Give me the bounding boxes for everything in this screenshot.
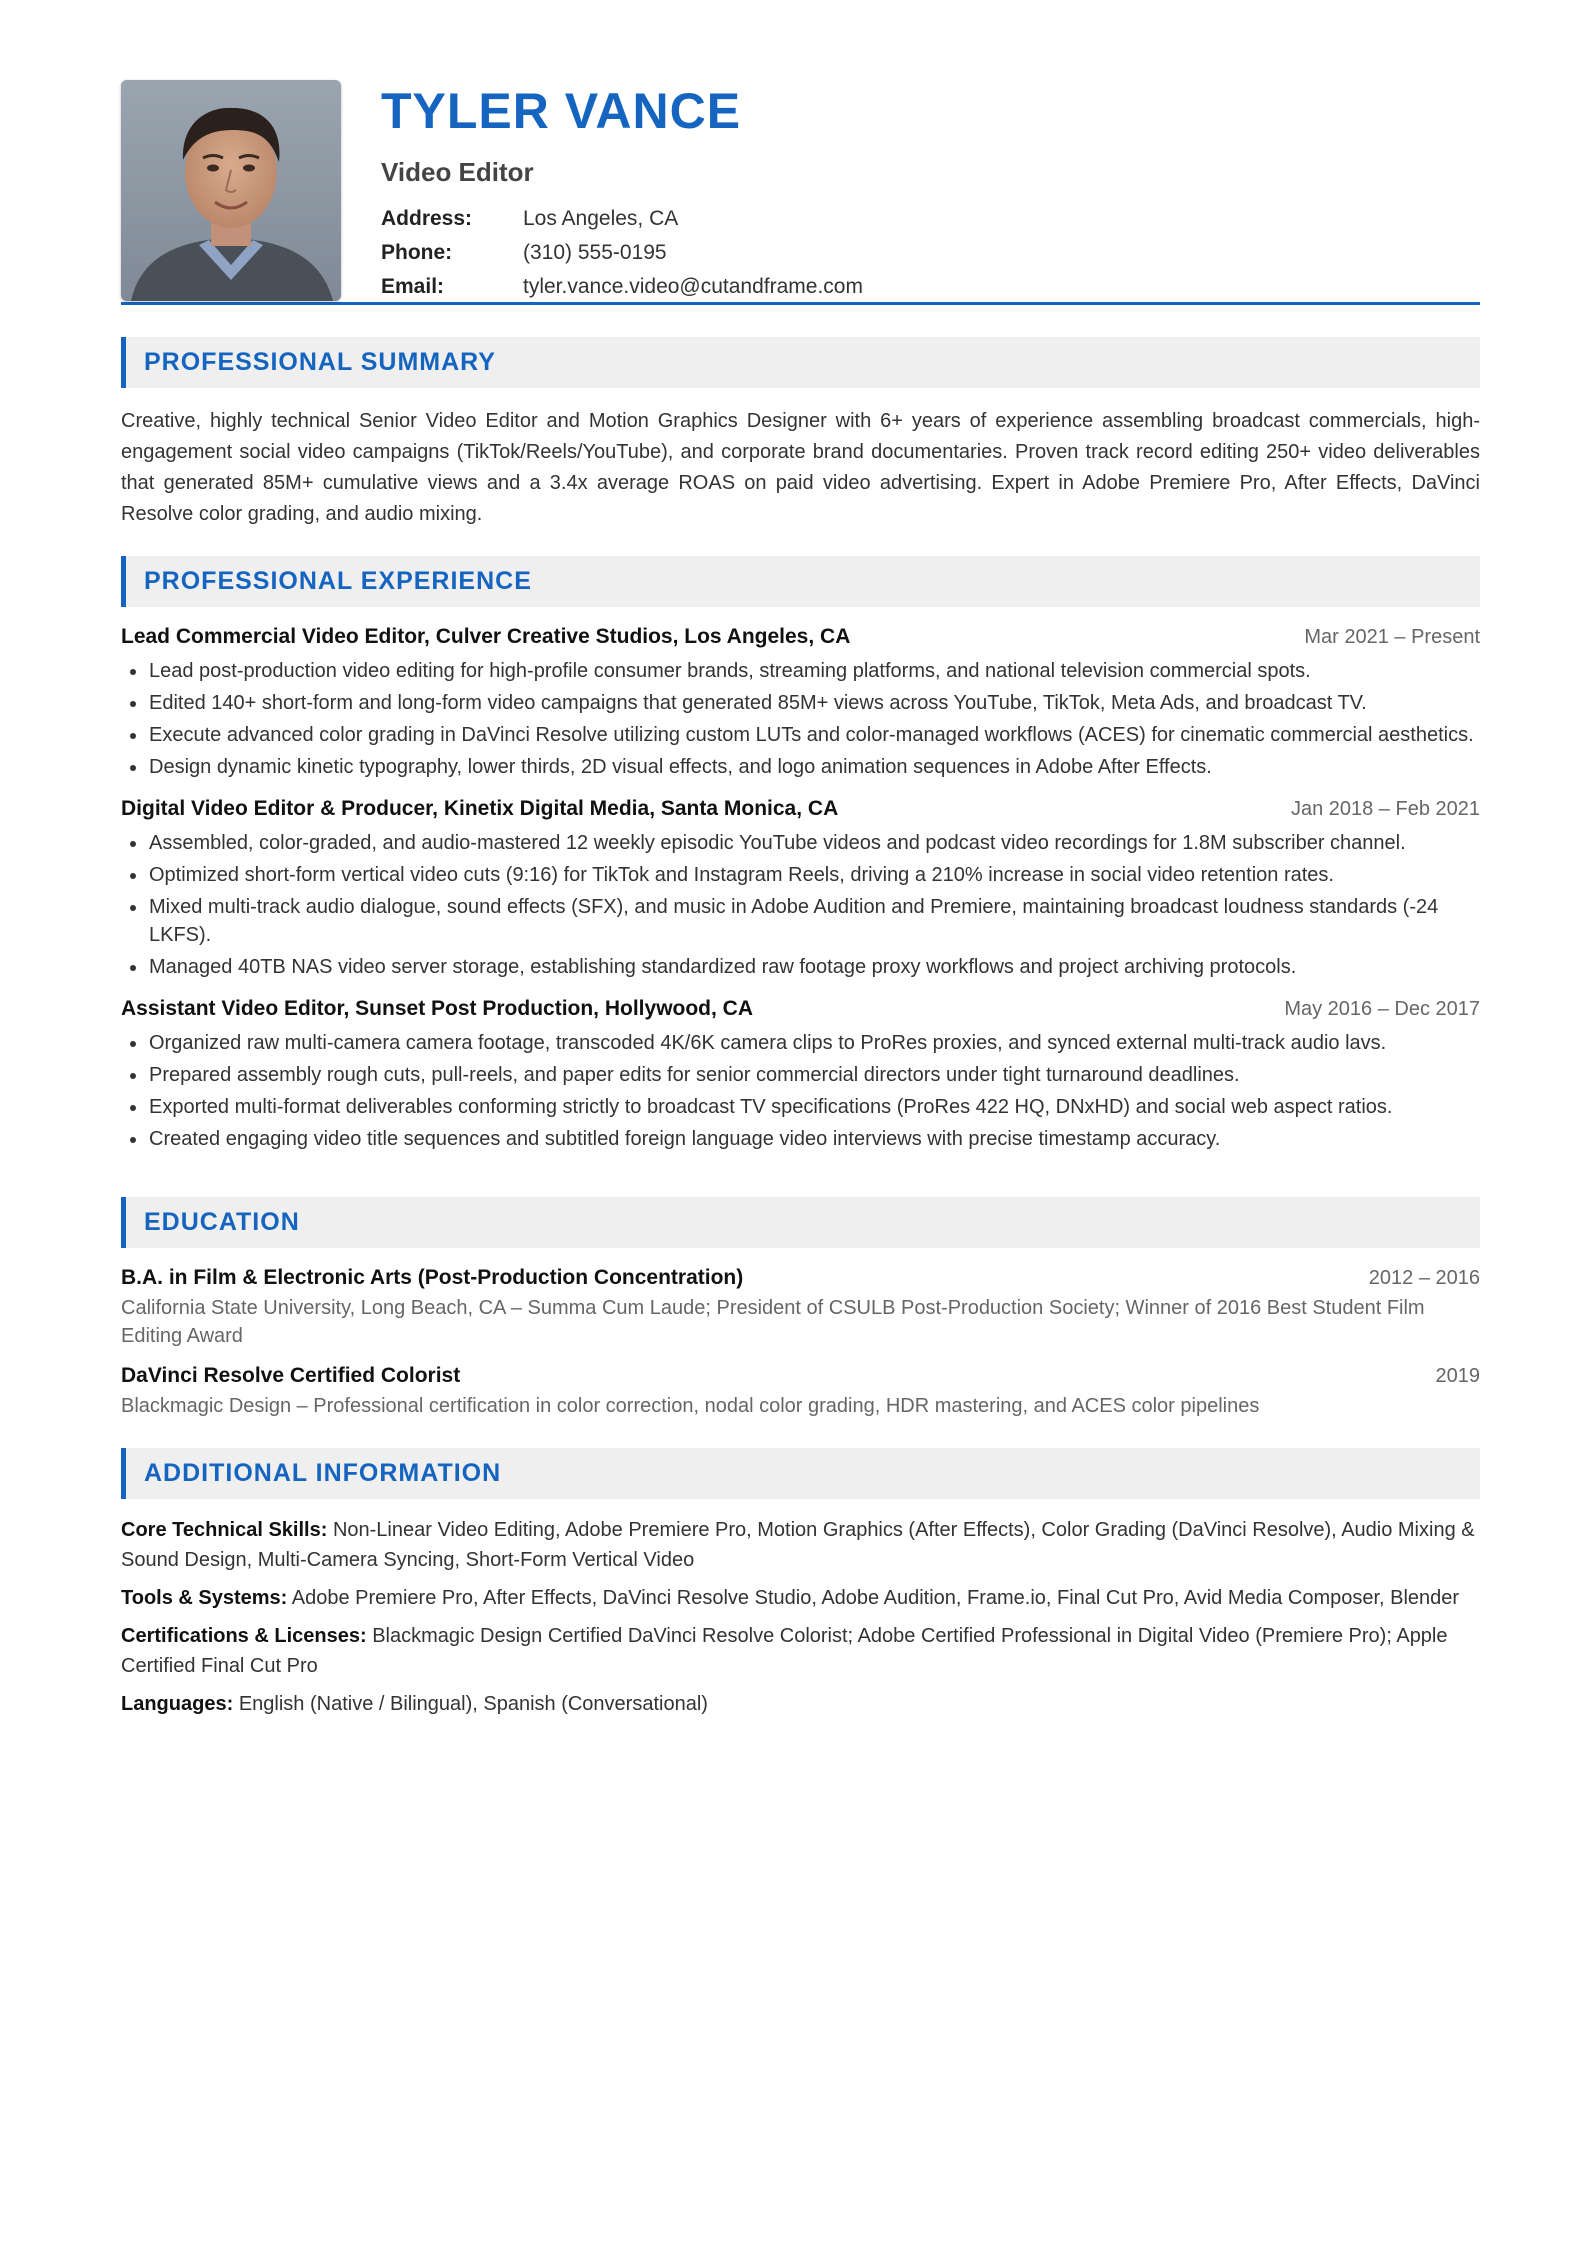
info-label: Languages: [121,1693,234,1715]
list-item: Prepared assembly rough cuts, pull-reels, and paper edits for senior commercial directors under tight turnaround deadlines. [121,1061,1480,1089]
info-row-certifications [121,1621,1480,1681]
contact-row-email [381,270,863,304]
job-bullets [121,1029,1480,1153]
job-title: Digital Video Editor & Producer, Kinetix Digital Media, Santa Monica, CA [121,797,839,820]
info-value: Blackmagic Design Certified DaVinci Resolve Colorist; Adobe Certified Professional in Digital Video (Premiere Pro); Apple Certified Final Cut Pro [121,1625,1448,1677]
section-header-summary [121,337,1480,388]
profile-photo [121,80,341,301]
contact-label: Email: [381,275,445,298]
list-item: Assembled, color-graded, and audio-mastered 12 weekly episodic YouTube videos and podcast video recordings for 1.8M subscriber channel. [121,829,1480,857]
info-value: English (Native / Bilingual), Spanish (Conversational) [238,1693,708,1715]
info-row-skills [121,1515,1480,1575]
list-item: Edited 140+ short-form and long-form video campaigns that generated 85M+ views across YouTube, TikTok, Meta Ads, and broadcast TV. [121,689,1480,717]
job-title: Lead Commercial Video Editor, Culver Creative Studios, Los Angeles, CA [121,625,851,648]
portrait-image [121,80,341,301]
job-bullets [121,829,1480,981]
section-header-additional [121,1448,1480,1499]
resume-header [121,80,1480,305]
job-date: May 2016 – Dec 2017 [1284,998,1480,1020]
section-title: PROFESSIONAL SUMMARY [144,348,496,376]
job-entry [121,997,1480,1153]
list-item: Organized raw multi-camera camera footage, transcoded 4K/6K camera clips to ProRes proxies, and synced external multi-track audio lavs. [121,1029,1480,1057]
summary-text: Creative, highly technical Senior Video Editor and Motion Graphics Designer with 6+ years of experience assembling broadcast commercials, high-engagement social video campaigns (TikTok/Reels/YouTube), and corporate brand documentaries. Proven track record editing 250+ video deliverables that generated 85M+ cumulative views and a 3.4x average ROAS on paid video advertising. Expert in Adobe Premiere Pro, After Effects, DaVinci Resolve color grading, and audio mixing. [121,410,1480,525]
address-value: Los Angeles, CA [523,207,679,230]
job-title: Assistant Video Editor, Sunset Post Production, Hollywood, CA [121,997,754,1020]
candidate-role: Video Editor [381,157,534,187]
job-entry [121,797,1480,981]
education-description: Blackmagic Design – Professional certification in color correction, nodal color grading, HDR mastering, and ACES color pipelines [121,1395,1260,1417]
section-title: EDUCATION [144,1208,300,1236]
list-item: Mixed multi-track audio dialogue, sound effects (SFX), and music in Adobe Audition and Premiere, maintaining broadcast loudness standards (-24 LKFS). [121,893,1480,949]
contact-label: Phone: [381,241,453,264]
education-entry [121,1364,1480,1420]
list-item: Optimized short-form vertical video cuts (9:16) for TikTok and Instagram Reels, driving a 210% increase in social video retention rates. [121,861,1480,889]
email-value: tyler.vance.video@cutandframe.com [523,275,863,298]
contact-block [381,202,863,304]
job-entry [121,625,1480,781]
job-header [121,997,1480,1025]
contact-row-phone [381,236,863,270]
education-entry [121,1266,1480,1350]
section-title: PROFESSIONAL EXPERIENCE [144,567,532,595]
education-header [121,1364,1480,1392]
education-description: California State University, Long Beach, CA – Summa Cum Laude; President of CSULB Post-Production Society; Winner of 2016 Best Student Film Editing Award [121,1297,1425,1347]
list-item: Execute advanced color grading in DaVinci Resolve utilizing custom LUTs and color-managed workflows (ACES) for cinematic commercial aesthetics. [121,721,1480,749]
info-value: Adobe Premiere Pro, After Effects, DaVinci Resolve Studio, Adobe Audition, Frame.io, Final Cut Pro, Avid Media Composer, Blender [291,1587,1460,1609]
degree-title: B.A. in Film & Electronic Arts (Post-Production Concentration) [121,1266,744,1289]
job-header [121,625,1480,653]
education-list [121,1266,1480,1420]
experience-list [121,625,1480,1153]
list-item: Created engaging video title sequences and subtitled foreign language video interviews with precise timestamp accuracy. [121,1125,1480,1153]
additional-info [121,1515,1480,1719]
candidate-name: TYLER VANCE [381,83,742,139]
job-header [121,797,1480,825]
info-label: Tools & Systems: [121,1587,288,1609]
education-header [121,1266,1480,1294]
info-value: Non-Linear Video Editing, Adobe Premiere Pro, Motion Graphics (After Effects), Color Grading (DaVinci Resolve), Audio Mixing & Sound Design, Multi-Camera Syncing, Short-Form Vertical Video [121,1519,1475,1571]
info-label: Certifications & Licenses: [121,1625,367,1647]
info-label: Core Technical Skills: [121,1519,328,1541]
info-row-languages [121,1689,1480,1719]
certification-title: DaVinci Resolve Certified Colorist [121,1364,461,1387]
education-date: 2012 – 2016 [1368,1267,1480,1289]
list-item: Design dynamic kinetic typography, lower thirds, 2D visual effects, and logo animation sequences in Adobe After Effects. [121,753,1480,781]
contact-row-address [381,202,863,236]
education-date: 2019 [1435,1365,1480,1387]
list-item: Managed 40TB NAS video server storage, establishing standardized raw footage proxy workflows and project archiving protocols. [121,953,1480,981]
header-info [381,80,863,304]
phone-value: (310) 555-0195 [523,241,667,264]
job-date: Mar 2021 – Present [1304,626,1480,648]
section-header-education [121,1197,1480,1248]
job-date: Jan 2018 – Feb 2021 [1290,798,1480,820]
list-item: Exported multi-format deliverables conforming strictly to broadcast TV specifications (ProRes 422 HQ, DNxHD) and social web aspect ratios. [121,1093,1480,1121]
list-item: Lead post-production video editing for high-profile consumer brands, streaming platforms, and national television commercial spots. [121,657,1480,685]
section-header-experience [121,556,1480,607]
section-title: ADDITIONAL INFORMATION [144,1459,502,1487]
job-bullets [121,657,1480,781]
contact-label: Address: [381,207,473,230]
info-row-tools [121,1583,1480,1613]
